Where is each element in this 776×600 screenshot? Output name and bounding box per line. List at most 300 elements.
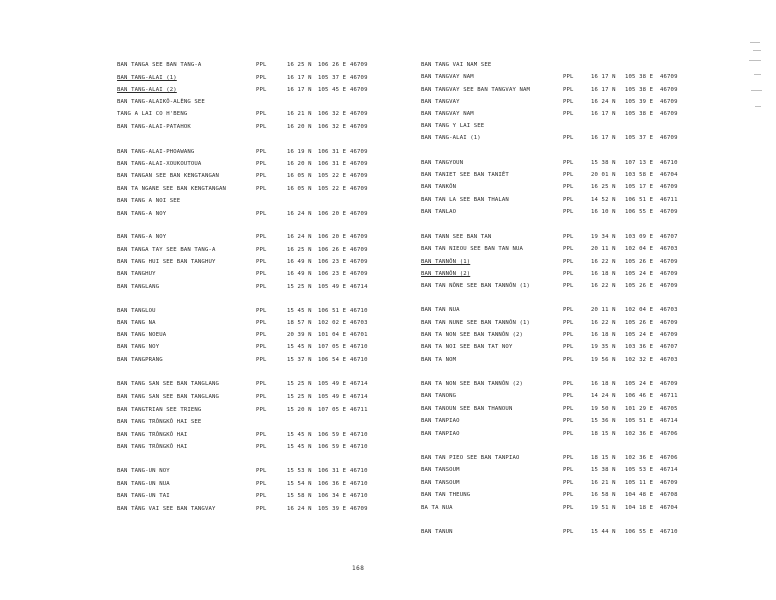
entry-ref: 46709 xyxy=(660,480,678,486)
entry-lat: 16 24 N xyxy=(287,506,312,512)
entry-name: BAN TANG SAN SEE BAN TANGLANG xyxy=(117,381,220,387)
entry-name: BAN TANGPRANG xyxy=(117,357,163,363)
entry-lat: 16 22 N xyxy=(591,320,616,326)
entry-ref: 46710 xyxy=(660,160,678,166)
entry-code: PPL xyxy=(563,283,574,289)
entry-code: PPL xyxy=(563,381,574,387)
entry-name: BA TA NUA xyxy=(421,505,453,511)
entry-ref: 46709 xyxy=(660,184,678,190)
entry-lon: 106 55 E xyxy=(625,209,654,215)
entry-lat: 15 44 N xyxy=(591,529,616,535)
entry-code: PPL xyxy=(256,259,267,265)
entry-lat: 16 25 N xyxy=(287,62,312,68)
entry-ref: 46704 xyxy=(660,172,678,178)
entry-name: BAN TANGLOU xyxy=(117,308,156,314)
entry-code: PPL xyxy=(256,247,267,253)
entry-lon: 106 59 E xyxy=(318,432,347,438)
entry-lat: 16 18 N xyxy=(591,271,616,277)
entry-code: PPL xyxy=(256,308,267,314)
entry-lat: 15 38 N xyxy=(591,160,616,166)
entry-code: PPL xyxy=(563,455,574,461)
entry-lat: 20 01 N xyxy=(591,172,616,178)
entry-ref: 46709 xyxy=(660,74,678,80)
entry-name: BAN TANNÔN (1) xyxy=(421,259,471,265)
entry-name: BAN TANG TRÔNGKÔ HAI xyxy=(117,444,188,450)
entry-lat: 16 18 N xyxy=(591,381,616,387)
entry-lon: 105 39 E xyxy=(318,506,347,512)
entry-code: PPL xyxy=(256,124,267,130)
entry-name: BAN TANG NA xyxy=(117,320,156,326)
entry-lat: 15 25 N xyxy=(287,381,312,387)
entry-code: PPL xyxy=(256,111,267,117)
entry-code: PPL xyxy=(256,468,267,474)
entry-name: BAN TANGTRIAN SEE TRIENG xyxy=(117,407,202,413)
entry-ref: 46703 xyxy=(660,246,678,252)
entry-code: PPL xyxy=(563,99,574,105)
entry-lat: 16 10 N xyxy=(591,209,616,215)
entry-name: BAN TANLAO xyxy=(421,209,457,215)
entry-lat: 15 36 N xyxy=(591,418,616,424)
entry-lat: 16 17 N xyxy=(591,74,616,80)
entry-lon: 105 45 E xyxy=(318,87,347,93)
entry-ref: 46709 xyxy=(660,320,678,326)
entry-code: PPL xyxy=(563,307,574,313)
entry-code: PPL xyxy=(256,394,267,400)
entry-lat: 19 34 N xyxy=(591,234,616,240)
entry-lon: 106 34 E xyxy=(318,493,347,499)
entry-lat: 16 49 N xyxy=(287,271,312,277)
entry-lon: 106 20 E xyxy=(318,234,347,240)
entry-code: PPL xyxy=(256,271,267,277)
entry-lon: 106 36 E xyxy=(318,481,347,487)
entry-ref: 46709 xyxy=(660,87,678,93)
entry-lon: 106 46 E xyxy=(625,393,654,399)
entry-code: PPL xyxy=(563,209,574,215)
entry-lat: 16 05 N xyxy=(287,186,312,192)
entry-code: PPL xyxy=(563,418,574,424)
entry-lat: 16 58 N xyxy=(591,492,616,498)
entry-code: PPL xyxy=(563,431,574,437)
entry-ref: 46709 xyxy=(660,259,678,265)
entry-lon: 106 54 E xyxy=(318,357,347,363)
entry-lon: 106 31 E xyxy=(318,468,347,474)
entry-lat: 20 39 N xyxy=(287,332,312,338)
entry-lon: 105 39 E xyxy=(625,99,654,105)
entry-ref: 46709 xyxy=(350,75,368,81)
entry-ref: 46710 xyxy=(350,493,368,499)
entry-lon: 106 51 E xyxy=(318,308,347,314)
entry-name: BAN TANONG xyxy=(421,393,457,399)
entry-name: BAN TANGVAY SEE BAN TANGVAY NAM xyxy=(421,87,531,93)
entry-ref: 46709 xyxy=(660,99,678,105)
entry-name: BAN TANSOUM xyxy=(421,467,460,473)
entry-code: PPL xyxy=(256,75,267,81)
entry-ref: 46709 xyxy=(350,161,368,167)
entry-lon: 105 17 E xyxy=(625,184,654,190)
entry-lat: 14 24 N xyxy=(591,393,616,399)
entry-lat: 19 56 N xyxy=(591,357,616,363)
entry-name: BAN TANG-ALAI-PHOAWANG xyxy=(117,149,195,155)
entry-lon: 105 24 E xyxy=(625,271,654,277)
entry-name: BAN TANPIAO xyxy=(421,431,460,437)
entry-ref: 46706 xyxy=(660,455,678,461)
entry-lat: 16 17 N xyxy=(591,111,616,117)
entry-ref: 46710 xyxy=(350,344,368,350)
entry-code: PPL xyxy=(563,320,574,326)
entry-lat: 18 15 N xyxy=(591,431,616,437)
entry-name: BAN TANG-ALAI-PATAHOK xyxy=(117,124,191,130)
entry-code: PPL xyxy=(563,357,574,363)
entry-ref: 46709 xyxy=(660,271,678,277)
entry-lon: 104 48 E xyxy=(625,492,654,498)
entry-code: PPL xyxy=(256,161,267,167)
entry-ref: 46710 xyxy=(350,444,368,450)
entry-name: BAN TA NOM xyxy=(421,357,457,363)
entry-name: BAN TANG-UN NUA xyxy=(117,481,170,487)
entry-lon: 105 26 E xyxy=(625,259,654,265)
entry-name: BAN TANG NOEUA xyxy=(117,332,167,338)
entry-lat: 15 37 N xyxy=(287,357,312,363)
entry-ref: 46706 xyxy=(660,431,678,437)
entry-name: BAN TA NGANE SEE BAN KENGTANGAN xyxy=(117,186,227,192)
entry-ref: 46714 xyxy=(660,418,678,424)
entry-code: PPL xyxy=(256,62,267,68)
entry-lat: 16 21 N xyxy=(591,480,616,486)
entry-ref: 46711 xyxy=(350,407,368,413)
entry-ref: 46714 xyxy=(660,467,678,473)
entry-lat: 15 25 N xyxy=(287,394,312,400)
entry-ref: 46709 xyxy=(350,211,368,217)
entry-name: BAN TANN SEE BAN TAN xyxy=(421,234,492,240)
entry-lat: 19 51 N xyxy=(591,505,616,511)
entry-name: BAN TAN THEUNG xyxy=(421,492,471,498)
entry-name: BAN TANKÔN xyxy=(421,184,457,190)
entry-ref: 46709 xyxy=(350,506,368,512)
entry-code: PPL xyxy=(256,173,267,179)
entry-lon: 105 49 E xyxy=(318,284,347,290)
entry-code: PPL xyxy=(256,481,267,487)
entry-code: PPL xyxy=(563,160,574,166)
entry-lon: 102 04 E xyxy=(625,307,654,313)
entry-lon: 102 04 E xyxy=(625,246,654,252)
entry-code: PPL xyxy=(563,184,574,190)
entry-lat: 16 19 N xyxy=(287,149,312,155)
entry-code: PPL xyxy=(563,271,574,277)
entry-code: PPL xyxy=(256,506,267,512)
entry-code: PPL xyxy=(563,467,574,473)
entry-name: BAN TANGLANG xyxy=(117,284,160,290)
entry-name: BAN TANNÔN (2) xyxy=(421,271,471,277)
entry-name: BAN TANGHUY xyxy=(117,271,156,277)
entry-lon: 107 05 E xyxy=(318,407,347,413)
entry-lon: 101 29 E xyxy=(625,406,654,412)
entry-lon: 103 09 E xyxy=(625,234,654,240)
entry-ref: 46703 xyxy=(660,357,678,363)
entry-lat: 15 45 N xyxy=(287,308,312,314)
entry-lat: 15 45 N xyxy=(287,432,312,438)
entry-lon: 103 58 E xyxy=(625,172,654,178)
entry-code: PPL xyxy=(563,505,574,511)
entry-lon: 101 04 E xyxy=(318,332,347,338)
entry-lon: 105 22 E xyxy=(318,186,347,192)
entry-ref: 46709 xyxy=(350,259,368,265)
entry-name: BAN TANSOUM xyxy=(421,480,460,486)
entry-lon: 104 18 E xyxy=(625,505,654,511)
entry-lon: 105 26 E xyxy=(625,283,654,289)
entry-ref: 46710 xyxy=(350,308,368,314)
entry-lat: 16 24 N xyxy=(287,211,312,217)
entry-lat: 16 20 N xyxy=(287,161,312,167)
entry-code: PPL xyxy=(563,259,574,265)
entry-lon: 106 26 E xyxy=(318,247,347,253)
entry-code: PPL xyxy=(563,492,574,498)
entry-ref: 46709 xyxy=(660,283,678,289)
entry-code: PPL xyxy=(256,381,267,387)
entry-name: BAN TAN NÔNE SEE BAN TANNÔN (1) xyxy=(421,283,531,289)
entry-ref: 46710 xyxy=(350,468,368,474)
entry-ref: 46705 xyxy=(660,406,678,412)
entry-code: PPL xyxy=(256,493,267,499)
entry-name: BAN TANPIAO xyxy=(421,418,460,424)
entry-name: BAN TANG-ALAI (1) xyxy=(117,75,177,81)
entry-code: PPL xyxy=(256,320,267,326)
entry-name: BAN TANGVAY NAM xyxy=(421,74,474,80)
entry-name: BAN TANG TRÔNGKÔ HAI xyxy=(117,432,188,438)
entry-ref: 46714 xyxy=(350,284,368,290)
entry-name: BAN TAN LA SEE BAN THALAN xyxy=(421,197,509,203)
entry-lon: 106 23 E xyxy=(318,271,347,277)
entry-name: BAN TANGYOUN xyxy=(421,160,464,166)
entry-name: BAN TANGVAY NAM xyxy=(421,111,474,117)
entry-lon: 102 36 E xyxy=(625,431,654,437)
entry-lon: 105 24 E xyxy=(625,381,654,387)
entry-name: BAN TÃNG VAI SEE BAN TANGVAY xyxy=(117,506,216,512)
entry-code: PPL xyxy=(256,444,267,450)
entry-lon: 105 53 E xyxy=(625,467,654,473)
entry-lon: 106 31 E xyxy=(318,149,347,155)
entry-code: PPL xyxy=(563,344,574,350)
entry-code: PPL xyxy=(256,357,267,363)
entry-name: BAN TANOUN SEE BAN THANOUN xyxy=(421,406,513,412)
entry-lon: 105 51 E xyxy=(625,418,654,424)
entry-name: BAN TANG-ALAIKÔ-ALÈNG SEE xyxy=(117,99,205,105)
entry-code: PPL xyxy=(563,87,574,93)
entry-ref: 46709 xyxy=(350,271,368,277)
entry-code: PPL xyxy=(256,149,267,155)
entry-lat: 15 20 N xyxy=(287,407,312,413)
entry-lat: 20 11 N xyxy=(591,246,616,252)
entry-ref: 46709 xyxy=(350,62,368,68)
entry-name: BAN TAN NIEOU SEE BAN TAN NUA xyxy=(421,246,524,252)
entry-ref: 46704 xyxy=(660,505,678,511)
entry-ref: 46709 xyxy=(350,124,368,130)
entry-name: BAN TANG-ALAI-XOUKOUTOUA xyxy=(117,161,202,167)
entry-ref: 46707 xyxy=(660,234,678,240)
entry-lat: 16 21 N xyxy=(287,111,312,117)
entry-name: BAN TANGA TAY SEE BAN TANG-A xyxy=(117,247,216,253)
entry-lon: 102 32 E xyxy=(625,357,654,363)
entry-lat: 16 17 N xyxy=(591,87,616,93)
entry-code: PPL xyxy=(563,197,574,203)
entry-lon: 107 13 E xyxy=(625,160,654,166)
entry-code: PPL xyxy=(256,344,267,350)
entry-ref: 46709 xyxy=(350,234,368,240)
entry-ref: 46701 xyxy=(350,332,368,338)
entry-name: BAN TANG-ALAI (1) xyxy=(421,135,481,141)
entry-lon: 106 20 E xyxy=(318,211,347,217)
entry-lat: 16 22 N xyxy=(591,259,616,265)
entry-ref: 46711 xyxy=(660,197,678,203)
entry-code: PPL xyxy=(256,332,267,338)
entry-name: BAN TANIET SEE BAN TANIÊT xyxy=(421,172,509,178)
entry-lon: 103 36 E xyxy=(625,344,654,350)
entry-ref: 46709 xyxy=(660,209,678,215)
entry-ref: 46709 xyxy=(350,87,368,93)
entry-name: BAN TA NON SEE BAN TANNÔN (2) xyxy=(421,332,524,338)
entry-lat: 16 22 N xyxy=(591,283,616,289)
entry-lon: 107 05 E xyxy=(318,344,347,350)
entry-lat: 16 17 N xyxy=(287,75,312,81)
scan-edge-mark xyxy=(748,40,766,130)
entry-lat: 15 58 N xyxy=(287,493,312,499)
entry-code: PPL xyxy=(256,432,267,438)
entry-lat: 15 25 N xyxy=(287,284,312,290)
entry-lat: 14 52 N xyxy=(591,197,616,203)
entry-lon: 106 55 E xyxy=(625,529,654,535)
entry-name: BAN TANG SAN SEE BAN TANGLANG xyxy=(117,394,220,400)
entry-ref: 46709 xyxy=(350,149,368,155)
entry-code: PPL xyxy=(563,332,574,338)
entry-code: PPL xyxy=(563,135,574,141)
entry-lat: 16 17 N xyxy=(591,135,616,141)
entry-lat: 16 25 N xyxy=(591,184,616,190)
entry-ref: 46709 xyxy=(660,332,678,338)
entry-lon: 106 32 E xyxy=(318,124,347,130)
entry-lon: 105 11 E xyxy=(625,480,654,486)
entry-lon: 105 37 E xyxy=(625,135,654,141)
entry-lon: 102 36 E xyxy=(625,455,654,461)
entry-lat: 18 15 N xyxy=(591,455,616,461)
entry-ref: 46709 xyxy=(350,173,368,179)
entry-code: PPL xyxy=(256,284,267,290)
entry-ref: 46708 xyxy=(660,492,678,498)
entry-ref: 46710 xyxy=(350,357,368,363)
entry-ref: 46703 xyxy=(350,320,368,326)
entry-ref: 46709 xyxy=(350,247,368,253)
entry-lat: 15 38 N xyxy=(591,467,616,473)
entry-name: BAN TAN NUNE SEE BAN TANNÔN (1) xyxy=(421,320,531,326)
entry-lat: 20 11 N xyxy=(591,307,616,313)
entry-name: BAN TAN PIEO SEE BAN TANPIAO xyxy=(421,455,520,461)
entry-lat: 16 18 N xyxy=(591,332,616,338)
entry-lat: 19 50 N xyxy=(591,406,616,412)
entry-name: BAN TANGAN SEE BAN KENGTANGAN xyxy=(117,173,220,179)
entry-code: PPL xyxy=(256,186,267,192)
entry-lat: 16 05 N xyxy=(287,173,312,179)
entry-lat: 15 45 N xyxy=(287,444,312,450)
entry-ref: 46710 xyxy=(350,432,368,438)
entry-lat: 18 57 N xyxy=(287,320,312,326)
entry-name: TANG A LAI CO H'BENG xyxy=(117,111,188,117)
entry-ref: 46714 xyxy=(350,394,368,400)
entry-ref: 46709 xyxy=(660,135,678,141)
entry-lon: 102 02 E xyxy=(318,320,347,326)
entry-code: PPL xyxy=(256,234,267,240)
entry-lon: 105 26 E xyxy=(625,320,654,326)
entry-lat: 16 25 N xyxy=(287,247,312,253)
entry-code: PPL xyxy=(563,393,574,399)
entry-lon: 106 31 E xyxy=(318,161,347,167)
page-number: 168 xyxy=(352,565,365,572)
entry-name: BAN TANG TRÔNGKÔ HAI SEE xyxy=(117,419,202,425)
entry-lon: 105 24 E xyxy=(625,332,654,338)
entry-ref: 46709 xyxy=(660,111,678,117)
entry-lat: 15 45 N xyxy=(287,344,312,350)
entry-ref: 46710 xyxy=(660,529,678,535)
entry-ref: 46709 xyxy=(660,381,678,387)
entry-ref: 46709 xyxy=(350,186,368,192)
entry-name: BAN TANG HUI SEE BAN TANGHUY xyxy=(117,259,216,265)
entry-name: BAN TANG-UN TAI xyxy=(117,493,170,499)
entry-code: PPL xyxy=(563,246,574,252)
entry-name: BAN TAN NUA xyxy=(421,307,460,313)
entry-code: PPL xyxy=(256,87,267,93)
entry-ref: 46703 xyxy=(660,307,678,313)
entry-name: BAN TANG A NOI SEE xyxy=(117,198,181,204)
entry-lon: 105 38 E xyxy=(625,74,654,80)
entry-lon: 105 38 E xyxy=(625,87,654,93)
entry-lat: 15 54 N xyxy=(287,481,312,487)
entry-name: BAN TANGVAY xyxy=(421,99,460,105)
entry-name: BAN TANG-A NOY xyxy=(117,234,167,240)
entry-lat: 16 17 N xyxy=(287,87,312,93)
entry-name: BAN TANG-A NOY xyxy=(117,211,167,217)
entry-lat: 16 24 N xyxy=(591,99,616,105)
entry-ref: 46709 xyxy=(350,111,368,117)
entry-lon: 106 51 E xyxy=(625,197,654,203)
entry-lon: 105 49 E xyxy=(318,381,347,387)
entry-lon: 106 32 E xyxy=(318,111,347,117)
entry-lat: 19 35 N xyxy=(591,344,616,350)
entry-code: PPL xyxy=(563,111,574,117)
entry-lon: 106 26 E xyxy=(318,62,347,68)
entry-name: BAN TA NON SEE BAN TANNÔN (2) xyxy=(421,381,524,387)
entry-ref: 46714 xyxy=(350,381,368,387)
entry-code: PPL xyxy=(256,407,267,413)
entry-lon: 106 23 E xyxy=(318,259,347,265)
entry-lat: 16 24 N xyxy=(287,234,312,240)
entry-lon: 106 59 E xyxy=(318,444,347,450)
entry-code: PPL xyxy=(256,211,267,217)
entry-lon: 105 37 E xyxy=(318,75,347,81)
entry-lon: 105 38 E xyxy=(625,111,654,117)
entry-lon: 105 22 E xyxy=(318,173,347,179)
entry-code: PPL xyxy=(563,74,574,80)
entry-name: BAN TANG Y LAI SEE xyxy=(421,123,485,129)
entry-lat: 15 53 N xyxy=(287,468,312,474)
entry-name: BAN TANG-ALAI (2) xyxy=(117,87,177,93)
entry-lon: 105 49 E xyxy=(318,394,347,400)
entry-lat: 16 49 N xyxy=(287,259,312,265)
entry-ref: 46707 xyxy=(660,344,678,350)
entry-code: PPL xyxy=(563,234,574,240)
entry-ref: 46710 xyxy=(350,481,368,487)
entry-name: BAN TA NOI SEE BAN TAT NOY xyxy=(421,344,513,350)
entry-name: BAN TANG VAI NAM SEE xyxy=(421,62,492,68)
entry-ref: 46711 xyxy=(660,393,678,399)
entry-code: PPL xyxy=(563,480,574,486)
entry-code: PPL xyxy=(563,406,574,412)
